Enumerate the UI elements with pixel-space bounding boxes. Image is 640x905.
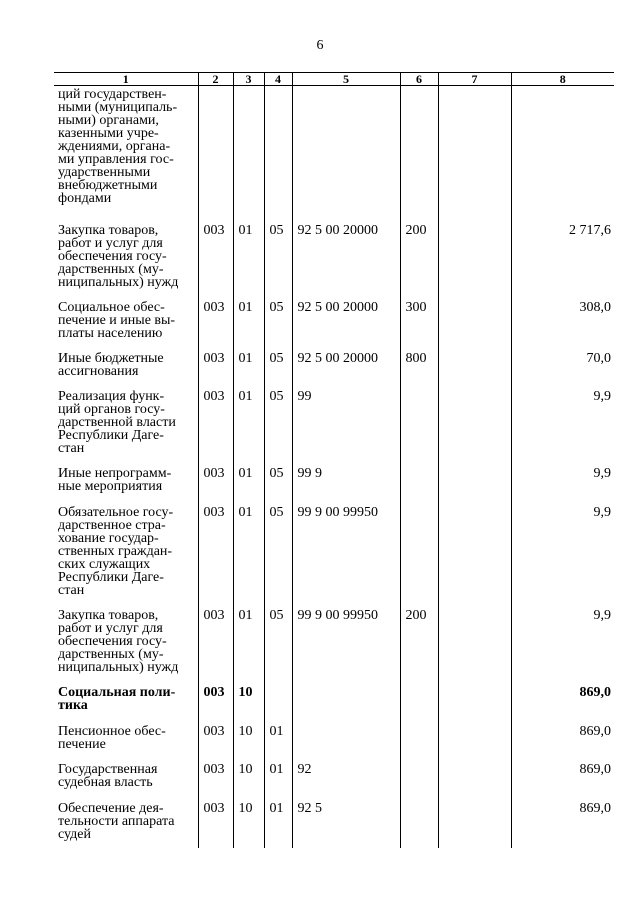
cell-amount: 869,0 xyxy=(511,800,614,848)
cell-expense-type xyxy=(400,723,438,761)
cell-amount xyxy=(511,86,614,222)
cell-section-code: 01 xyxy=(233,465,264,504)
cell-section-code xyxy=(233,86,264,222)
cell-section-code: 01 xyxy=(233,222,264,299)
column-header: 7 xyxy=(438,73,511,86)
cell-section-code: 01 xyxy=(233,607,264,684)
cell-subsection-code: 05 xyxy=(264,299,292,350)
cell-section-code: 10 xyxy=(233,723,264,761)
cell-ministry-code: 003 xyxy=(198,504,233,607)
column-header: 8 xyxy=(511,73,614,86)
table-row xyxy=(54,607,614,684)
cell-expense-type xyxy=(400,761,438,800)
column-header: 4 xyxy=(264,73,292,86)
cell-col7 xyxy=(438,800,511,848)
cell-target-code: 99 xyxy=(292,388,400,465)
cell-subsection-code: 05 xyxy=(264,388,292,465)
cell-subsection-code: 01 xyxy=(264,800,292,848)
cell-expense-type xyxy=(400,504,438,607)
cell-section-code: 01 xyxy=(233,388,264,465)
cell-ministry-code: 003 xyxy=(198,800,233,848)
cell-amount: 869,0 xyxy=(511,723,614,761)
cell-subsection-code: 05 xyxy=(264,350,292,388)
column-header: 2 xyxy=(198,73,233,86)
column-header: 1 xyxy=(54,73,198,86)
cell-ministry-code xyxy=(198,86,233,222)
row-name: Государственная судебная власть xyxy=(58,761,158,790)
cell-col7 xyxy=(438,465,511,504)
cell-subsection-code: 05 xyxy=(264,607,292,684)
cell-target-code: 92 5 xyxy=(292,800,400,848)
row-name: Обеспечение дея- тельности аппарата судей xyxy=(58,800,175,842)
cell-ministry-code: 003 xyxy=(198,723,233,761)
row-name: Социальное обес- печение и иные вы- платы населению xyxy=(58,299,176,341)
cell-col7 xyxy=(438,86,511,222)
cell-section-code: 10 xyxy=(233,684,264,723)
cell-subsection-code: 05 xyxy=(264,222,292,299)
cell-amount: 9,9 xyxy=(511,504,614,607)
cell-target-code: 92 5 00 20000 xyxy=(292,299,400,350)
cell-expense-type xyxy=(400,86,438,222)
cell-section-code: 10 xyxy=(233,800,264,848)
row-name: Иные бюджетные ассигнования xyxy=(58,350,164,379)
cell-ministry-code: 003 xyxy=(198,299,233,350)
cell-subsection-code: 05 xyxy=(264,465,292,504)
cell-expense-type xyxy=(400,465,438,504)
cell-section-code: 01 xyxy=(233,504,264,607)
cell-ministry-code: 003 xyxy=(198,761,233,800)
cell-target-code xyxy=(292,684,400,723)
table-row xyxy=(54,684,614,723)
cell-section-code: 01 xyxy=(233,299,264,350)
cell-amount: 70,0 xyxy=(511,350,614,388)
cell-amount: 2 717,6 xyxy=(511,222,614,299)
cell-expense-type: 200 xyxy=(400,222,438,299)
table-row xyxy=(54,388,614,465)
cell-expense-type: 200 xyxy=(400,607,438,684)
cell-target-code: 99 9 xyxy=(292,465,400,504)
cell-amount: 869,0 xyxy=(511,761,614,800)
cell-expense-type: 300 xyxy=(400,299,438,350)
budget-table xyxy=(54,72,614,848)
table-row xyxy=(54,465,614,504)
cell-col7 xyxy=(438,504,511,607)
cell-col7 xyxy=(438,222,511,299)
cell-subsection-code xyxy=(264,684,292,723)
table-row xyxy=(54,504,614,607)
cell-ministry-code: 003 xyxy=(198,607,233,684)
cell-expense-type: 800 xyxy=(400,350,438,388)
cell-ministry-code: 003 xyxy=(198,388,233,465)
table-header-row xyxy=(54,73,614,86)
cell-ministry-code: 003 xyxy=(198,465,233,504)
page-number: 6 xyxy=(316,38,324,53)
table-row xyxy=(54,86,614,222)
cell-col7 xyxy=(438,684,511,723)
cell-col7 xyxy=(438,388,511,465)
cell-ministry-code: 003 xyxy=(198,684,233,723)
cell-target-code xyxy=(292,723,400,761)
cell-target-code: 92 xyxy=(292,761,400,800)
cell-amount: 9,9 xyxy=(511,388,614,465)
cell-target-code: 92 5 00 20000 xyxy=(292,222,400,299)
row-name: ций государствен- ными (муниципаль- ными) органами, казенными учре- ждениями, органа- ми управления гос- ударственными внебюджетными фондами xyxy=(58,87,178,206)
row-name: Закупка товаров, работ и услуг для обеспечения госу- дарственных (му- ниципальных) нужд xyxy=(58,607,179,675)
cell-expense-type xyxy=(400,388,438,465)
cell-amount: 9,9 xyxy=(511,465,614,504)
table-row xyxy=(54,723,614,761)
cell-target-code xyxy=(292,86,400,222)
cell-col7 xyxy=(438,350,511,388)
table-row xyxy=(54,350,614,388)
column-header: 5 xyxy=(292,73,400,86)
cell-amount: 308,0 xyxy=(511,299,614,350)
row-name: Пенсионное обес- печение xyxy=(58,723,166,752)
row-name: Социальная поли- тика xyxy=(58,684,176,713)
cell-amount: 9,9 xyxy=(511,607,614,684)
cell-target-code: 99 9 00 99950 xyxy=(292,607,400,684)
cell-subsection-code xyxy=(264,86,292,222)
cell-subsection-code: 05 xyxy=(264,504,292,607)
cell-subsection-code: 01 xyxy=(264,723,292,761)
table-row xyxy=(54,800,614,848)
cell-amount: 869,0 xyxy=(511,684,614,723)
row-name: Закупка товаров, работ и услуг для обеспечения госу- дарственных (му- ниципальных) нужд xyxy=(58,222,179,290)
cell-col7 xyxy=(438,761,511,800)
table-row xyxy=(54,761,614,800)
row-name: Реализация функ- ций органов госу- дарственной власти Республики Даге- стан xyxy=(58,388,176,456)
cell-ministry-code: 003 xyxy=(198,222,233,299)
cell-expense-type xyxy=(400,684,438,723)
cell-ministry-code: 003 xyxy=(198,350,233,388)
cell-col7 xyxy=(438,607,511,684)
cell-col7 xyxy=(438,299,511,350)
table-row xyxy=(54,222,614,299)
column-header: 6 xyxy=(400,73,438,86)
cell-section-code: 10 xyxy=(233,761,264,800)
cell-subsection-code: 01 xyxy=(264,761,292,800)
table-row xyxy=(54,299,614,350)
cell-target-code: 92 5 00 20000 xyxy=(292,350,400,388)
row-name: Обязательное госу- дарственное стра- хование государ- ственных граждан- ских служащих Республики Даге- стан xyxy=(58,504,174,598)
cell-expense-type xyxy=(400,800,438,848)
cell-target-code: 99 9 00 99950 xyxy=(292,504,400,607)
cell-col7 xyxy=(438,723,511,761)
column-header: 3 xyxy=(233,73,264,86)
cell-section-code: 01 xyxy=(233,350,264,388)
row-name: Иные непрограмм- ные мероприятия xyxy=(58,465,172,494)
